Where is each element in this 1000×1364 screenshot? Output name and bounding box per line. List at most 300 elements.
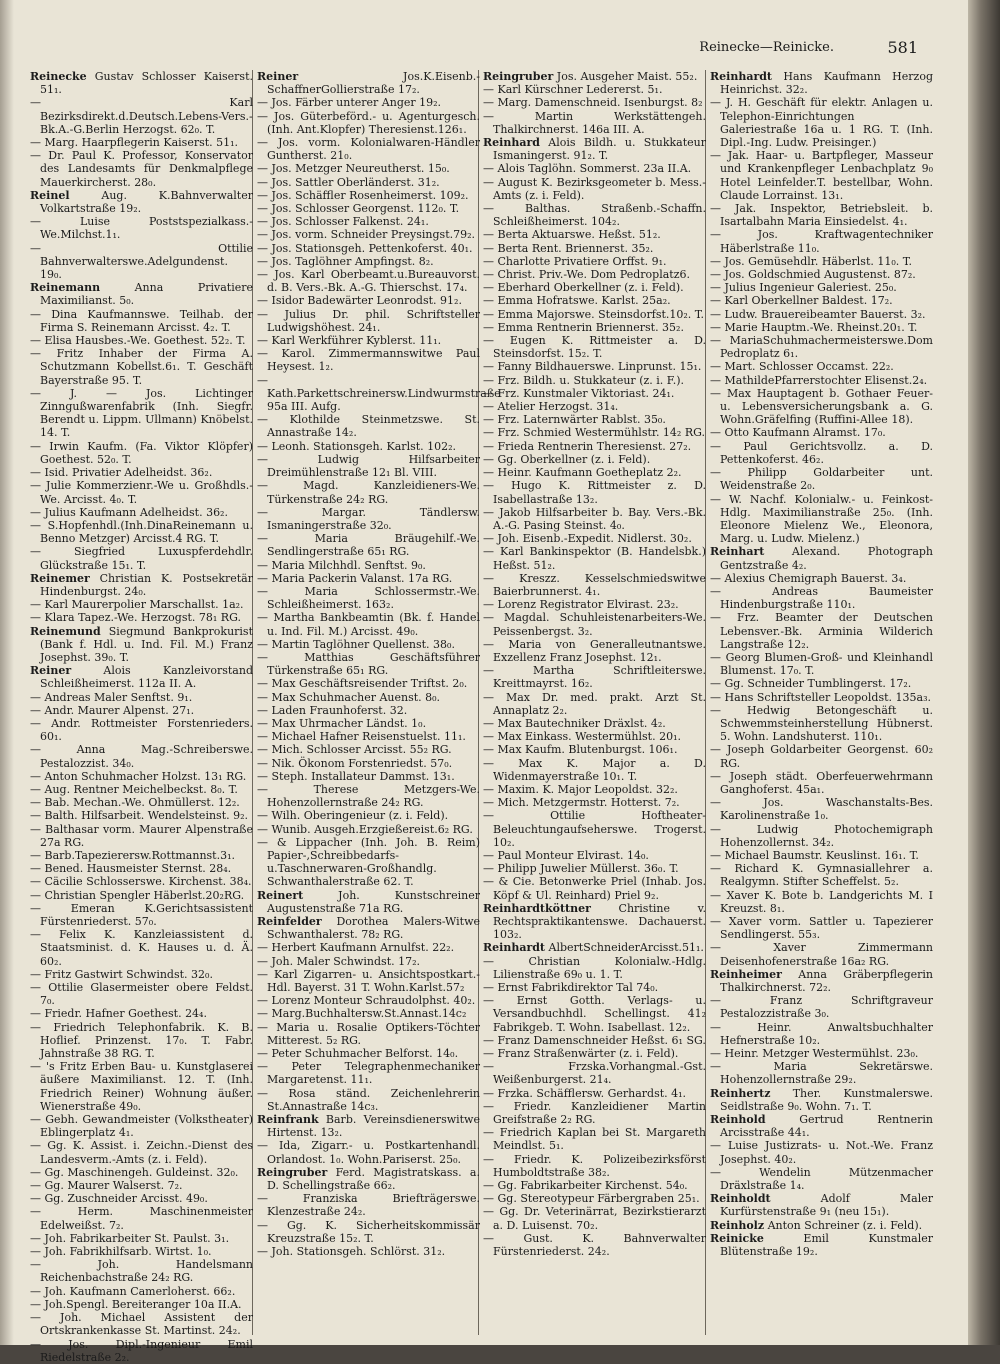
entry-text: — Anton Schuhmacher Holzst. 13₁ RG. (30, 769, 247, 783)
entry-text: — Joh. Michael Assistent der Ortskrankenkasse St. Martinst. 24₂. (30, 1311, 253, 1338)
entry-text: — Luise Justizrats- u. Not.-We. Franz Josephst. 40₂. (710, 1139, 933, 1166)
directory-entry (710, 889, 933, 915)
entry-text: — Bab. Mechan.-We. Ohmüllerst. 12₂. (30, 796, 240, 810)
entry-text: — Max Dr. med. prakt. Arzt St. Annaplatz 2₂. (483, 690, 706, 717)
entry-text: — Kath.Parkettschreinersw.Lindwurmstraße 95a III. Aufg. (257, 373, 501, 414)
directory-entry (483, 360, 706, 373)
directory-entry (483, 1232, 706, 1258)
entry-text: — Hans Schriftsteller Leopoldst. 135a₃. (710, 690, 931, 704)
entry-text: — Steph. Installateur Dammst. 13₁. (257, 769, 455, 783)
directory-entry (257, 228, 480, 241)
directory-entry (257, 651, 480, 677)
directory-entry (710, 1087, 933, 1113)
entry-text: — Felix K. Kanzleiassistent d. Staatsminist. d. K. Hauses u. d. Ä. 60₂. (30, 928, 253, 968)
directory-entry (483, 70, 706, 83)
directory-entry (257, 440, 480, 453)
entry-text: — Max Einkass. Westermühlst. 20₁. (483, 730, 681, 744)
directory-entry (483, 110, 706, 136)
entry-text: — Lorenz Registrator Elvirast. 23₂. (483, 598, 679, 612)
directory-entry (710, 1139, 933, 1165)
directory-entry (30, 796, 253, 809)
directory-entry (30, 545, 253, 571)
entry-text: — Marg. Damenschneid. Isenburgst. 8₂ (483, 96, 703, 110)
surname: Reinhard (483, 136, 540, 150)
directory-entry (710, 915, 933, 941)
entry-text: — Joh. Eisenb.-Expedit. Nidlerst. 30₂. (483, 532, 692, 546)
column-2 (257, 70, 501, 1335)
surname: Reingruber (483, 70, 554, 83)
directory-entry (257, 413, 480, 439)
directory-entry (483, 1153, 706, 1179)
directory-entry (30, 1021, 253, 1061)
directory-entry (257, 294, 480, 307)
entry-text: — Philipp Juwelier Müllerst. 36₀. T. (483, 862, 679, 876)
directory-entry (257, 96, 480, 109)
directory-entry (257, 572, 480, 585)
column-1 (30, 70, 253, 1364)
entry-text: Emil Kunstmaler Blütenstraße 19₂. (720, 1231, 933, 1259)
entry-text: — Jos. Schäffler Rosenheimerst. 109₂. (257, 188, 469, 202)
entry-text: — Mich. Schlosser Arcisst. 55₂ RG. (257, 743, 452, 757)
entry-text: — MathildePfarrerstochter Elisenst.2₄. (710, 373, 928, 387)
entry-text: — Jos. Schlosser Falkenst. 24₁. (257, 215, 429, 229)
entry-text: — Emma Rentnerin Briennerst. 35₂. (483, 320, 684, 334)
entry-text: — Julie Kommerzienr.-We u. Großhdls.-We. Arcisst. 4₀. T. (30, 479, 253, 506)
entry-text: — Aug. Rentner Meichelbeckst. 8₀. T. (30, 782, 238, 796)
surname: Reinheimer (710, 967, 782, 981)
entry-text: — Jos. vorm. Schneider Preysingst.79₂. (257, 228, 476, 242)
entry-text: — Gg. K. Sicherheitskommissär Kreuzstraße 15₂. T. (257, 1218, 480, 1245)
entry-text: — Martha Bankbeamtin (Bk. f. Handel u. Ind. Fil. M.) Arcisst. 49₀. (257, 611, 480, 638)
surname: Reinemann (30, 281, 101, 295)
directory-entry (710, 572, 933, 585)
entry-text: — Balthas. Straßenb.-Schaffn. Schleißheimerst. 104₂. (483, 202, 706, 229)
entry-text: — Barb.Tapezierersw.Rottmannst.3₁. (30, 848, 235, 862)
directory-entry (257, 334, 480, 347)
directory-entry (710, 493, 933, 546)
directory-entry (483, 717, 706, 730)
entry-text: — Gust. K. Bahnverwalter Fürstenriederst. 24₂. (483, 1231, 706, 1259)
directory-entry (710, 360, 933, 373)
entry-text: — Balthasar vorm. Maurer Alpenstraße 27a RG. (30, 822, 253, 849)
entry-text: — Frzska.Vorhangmal.-Gst. Weißenburgerst. 21₄. (483, 1060, 706, 1087)
entry-text: — Friedrich Telephonfabrik. K. B. Hoflief. Prinzenst. 17₀. T. Fabr. Jahnstraße 38 RG. T. (30, 1020, 253, 1061)
entry-text: — & Lippacher (Inh. Joh. B. Reim) Papier-,Schreibbedarfs-u.Taschnerwaren-Großhandlg. Schwanthalerstraße 62. T. (257, 835, 480, 889)
surname: Reiner (257, 70, 299, 83)
directory-entry (257, 110, 480, 136)
entry-text: — Peter Telegraphenmechaniker Margaretenst. 11₁. (257, 1060, 480, 1087)
directory-entry (257, 242, 480, 255)
directory-entry (483, 96, 706, 109)
directory-entry (30, 215, 253, 241)
directory-entry (30, 862, 253, 875)
directory-entry (30, 902, 253, 928)
entry-text: — Richard K. Gymnasiallehrer a. Realgymn. Stifter Scheffelst. 5₂. (710, 862, 933, 889)
entry-text: — Friedr. Kanzleidiener Martin Greifstraße 2₂ RG. (483, 1099, 706, 1127)
surname: Reinhertz (710, 1086, 771, 1100)
directory-entry (483, 994, 706, 1034)
entry-text: Ther. Kunstmalerswe. Seidlstraße 9₀. Wohn. 7₁. T. (720, 1086, 933, 1113)
directory-entry (257, 783, 480, 809)
entry-text: Dorothea Malers-Witwe Schwanthalerst. 78₂ RG. (267, 915, 480, 942)
entry-text: — Jos. Waschanstalts-Bes. Karolinenstraße 1₀. (710, 796, 933, 823)
entry-text: Anna Privatiere Maximilianst. 5₀. (40, 281, 253, 308)
directory-entry (30, 783, 253, 796)
directory-entry (257, 1021, 480, 1047)
entry-text: — Kreszz. Kesselschmiedswitwe Baierbrunnerst. 4₁. (483, 571, 706, 598)
directory-entry (257, 268, 480, 294)
directory-entry (483, 268, 706, 281)
directory-entry (257, 889, 480, 915)
entry-text: — Joh. Handelsmann Reichenbachstraße 24₂ RG. (30, 1258, 253, 1285)
directory-entry (257, 704, 480, 717)
directory-entry (483, 691, 706, 717)
entry-text: — Otto Kaufmann Alramst. 17₀. (710, 426, 886, 440)
entry-text: — Marie Hauptm.-We. Rheinst.20₁. T. (710, 320, 918, 334)
directory-entry (257, 189, 480, 202)
entry-text: Jos. Ausgeher Maist. 55₂. (553, 70, 698, 83)
entry-text: — Emeran K.Gerichtsassistent Fürstenriederst. 57₀. (30, 901, 253, 928)
directory-entry (710, 228, 933, 254)
directory-entry (710, 677, 933, 690)
entry-text: — Michael Hafner Reisenstuelst. 11₁. (257, 730, 466, 744)
directory-entry (30, 1205, 253, 1231)
entry-text: — Ludwig Hilfsarbeiter Dreimühlenstraße 12₁ Bl. VIII. (257, 452, 480, 480)
entry-text: — Jos. Dipl.-Ingenieur Emil Riedelstraße 2₂. (30, 1337, 253, 1364)
directory-entry (710, 334, 933, 360)
directory-entry (30, 308, 253, 334)
surname: Reinemund (30, 624, 101, 638)
entry-text: — Elisa Hausbes.-We. Goethest. 52₂. T. (30, 334, 246, 348)
directory-entry (710, 440, 933, 466)
entry-text: — Jos. vorm. Kolonialwaren-Händler Guntherst. 21₀. (257, 136, 480, 163)
entry-text: — Andr. Maurer Alpenst. 27₁. (30, 703, 195, 717)
directory-entry (257, 770, 480, 783)
entry-text: — Franz Schriftgraveur Pestalozzistraße 3₀. (710, 994, 933, 1021)
directory-entry (257, 638, 480, 651)
directory-entry (257, 677, 480, 690)
entry-text: — Andreas Maler Senftst. 9₁. (30, 690, 193, 704)
entry-text: — Magdal. Schuhleistenarbeiters-We. Peissenbergst. 3₂. (483, 611, 706, 638)
directory-entry (710, 545, 933, 571)
directory-entry (30, 1311, 253, 1337)
directory-entry (483, 730, 706, 743)
entry-text: — Herbert Kaufmann Arnulfst. 22₂. (257, 941, 455, 955)
entry-text: — Jos. Stationsgeh. Pettenkoferst. 40₁. (257, 241, 473, 255)
directory-entry (30, 1285, 253, 1298)
directory-entry (483, 176, 706, 202)
directory-entry (483, 875, 706, 901)
directory-entry (30, 347, 253, 387)
directory-entry (30, 809, 253, 822)
entry-text: — Karl Oberkellner Baldest. 17₂. (710, 294, 893, 308)
entry-text: — Nik. Ökonom Forstenriedst. 57₀. (257, 756, 453, 770)
directory-entry (257, 941, 480, 954)
entry-text: — Maria Schlossermstr.-We. Schleißheimerst. 163₂. (257, 584, 480, 612)
entry-text: — Karl Zigarren- u. Ansichtspostkart.-Hdl. Bayerst. 31 T. Wohn.Karlst.57₂ (257, 967, 480, 995)
directory-entry (257, 70, 480, 96)
entry-text: — Jos. Güterbeförd.- u. Agenturgesch. (Inh. Ant.Klopfer) Theresienst.126₁. (257, 109, 480, 136)
entry-text: — Joh. Stationsgeh. Schlörst. 31₂. (257, 1245, 446, 1259)
directory-entry (710, 321, 933, 334)
entry-text: — Anna Mag.-Schreiberswe. Pestalozzist. 34₀. (30, 743, 253, 770)
directory-entry (257, 585, 480, 611)
entry-text: — Klothilde Steinmetzswe. St. Annastraße 14₂. (257, 413, 480, 440)
entry-text: — Berta Aktuarswe. Heßst. 51₂. (483, 228, 661, 242)
directory-entry (483, 202, 706, 228)
entry-text: — Peter Schuhmacher Belforst. 14₀. (257, 1047, 459, 1061)
entry-text: — Gg. Maschinengeh. Guldeinst. 32₀. (30, 1165, 239, 1179)
entry-text: — Leonh. Stationsgeh. Karlst. 102₂. (257, 439, 457, 453)
entry-text: — Gg. Schneider Tumblingerst. 17₂. (710, 677, 912, 691)
directory-entry (483, 1087, 706, 1100)
entry-text: — Berta Rent. Briennerst. 35₂. (483, 241, 654, 255)
entry-text: — Alois Taglöhn. Sommerst. 23a II.A. (483, 162, 692, 176)
directory-entry (257, 1113, 480, 1139)
entry-text: — Martin Werkstättengeh. Thalkirchnerst. 146a III. A. (483, 109, 706, 136)
entry-text: — Jos. Goldschmied Augustenst. 87₂. (710, 268, 916, 282)
entry-text: — Joh. Kaufmann Camerloherst. 66₂. (30, 1284, 236, 1298)
directory-entry (483, 545, 706, 571)
entry-text: — Alexius Chemigraph Bauerst. 3₄. (710, 571, 907, 585)
entry-text: — Jakob Hilfsarbeiter b. Bay. Vers.-Bk. A.-G. Pasing Steinst. 4₀. (483, 505, 706, 532)
directory-entry (483, 1100, 706, 1126)
entry-text: — Max Bautechniker Dräxlst. 4₂. (483, 716, 666, 730)
entry-text: — Ottilie Hoftheater-Beleuchtungaufseherswe. Trogerst. 10₂. (483, 809, 706, 849)
column-4 (710, 70, 933, 1335)
entry-text: — Maxim. K. Major Leopoldst. 32₂. (483, 782, 678, 796)
running-head: Reinecke—Reinicke. (699, 40, 834, 55)
directory-entry (30, 1113, 253, 1139)
entry-text: — Julius Kaufmann Adelheidst. 36₂. (30, 505, 228, 519)
directory-entry (257, 308, 480, 334)
page-edge (968, 0, 1000, 1345)
directory-entry (257, 691, 480, 704)
entry-text: — Siegfried Luxuspferdehdlr. Glückstraße 15₁. T. (30, 545, 253, 572)
surname: Reinfrank (257, 1113, 319, 1127)
directory-entry (257, 559, 480, 572)
directory-entry (30, 136, 253, 149)
directory-entry (483, 849, 706, 862)
directory-entry (710, 387, 933, 427)
surname: Reinfelder (257, 915, 322, 928)
directory-entry (483, 281, 706, 294)
entry-text: — W. Nachf. Kolonialw.- u. Feinkost-Hdlg. Maximilianstraße 25₀. (Inh. Eleonore Mielenz We., Eleonora, Marg. u. Ludw. Mielenz.) (710, 492, 933, 546)
entry-text: — Maria Milchhdl. Senftst. 9₀. (257, 558, 426, 572)
directory-entry (257, 1047, 480, 1060)
surname: Reinecke (30, 70, 87, 83)
entry-text: — Heinr. Kaufmann Goetheplatz 2₂. (483, 466, 682, 480)
directory-entry (710, 255, 933, 268)
entry-text: — Ottilie Bahnverwalterswe.Adelgundenst. 19₀. (30, 241, 253, 282)
directory-entry (30, 1298, 253, 1311)
entry-text: — Christian Kolonialw.-Hdlg. Lilienstraße 69₀ u. 1. T. (483, 954, 706, 981)
directory-entry (710, 611, 933, 651)
directory-entry (257, 915, 480, 941)
directory-entry (710, 796, 933, 822)
directory-entry (30, 1007, 253, 1020)
directory-entry (257, 176, 480, 189)
entry-text: — Maria u. Rosalie Optikers-Töchter Mitterest. 5₂ RG. (257, 1020, 480, 1047)
directory-entry (30, 1060, 253, 1113)
directory-entry (483, 506, 706, 532)
entry-text: — Emma Majorswe. Steinsdorfst.10₂. T. (483, 307, 705, 321)
surname: Reinholz (710, 1218, 765, 1232)
entry-text: — Dina Kaufmannswe. Teilhab. der Firma S. Reinemann Arcisst. 4₂. T. (30, 307, 253, 334)
directory-entry (257, 1192, 480, 1218)
directory-entry (257, 1139, 480, 1165)
directory-entry (30, 519, 253, 545)
directory-entry (483, 294, 706, 307)
entry-text: — Lorenz Monteur Schraudolphst. 40₂. (257, 994, 476, 1008)
directory-entry (30, 1192, 253, 1205)
entry-text: — Xaver K. Bote b. Landgerichts M. I Kreuzst. 8₁. (710, 888, 933, 915)
entry-text: — Gg. Fabrikarbeiter Kirchenst. 54₀. (483, 1179, 688, 1193)
surname: Reinert (257, 888, 304, 902)
entry-text: — Julius Dr. phil. Schriftsteller Ludwigshöhest. 24₁. (257, 307, 480, 334)
directory-entry (710, 308, 933, 321)
entry-text: AlbertSchneiderArcisst.51₁. (545, 941, 704, 955)
entry-text: — Margar. Tändlersw. Ismaningerstraße 32₀. (257, 505, 480, 532)
directory-entry (483, 572, 706, 598)
entry-text: — Philipp Goldarbeiter unt. Weidenstraße 2₀. (710, 466, 933, 493)
entry-text: — Jos. Färber unterer Anger 19₂. (257, 96, 442, 110)
entry-text: — Klara Tapez.-We. Herzogst. 78₁ RG. (30, 611, 241, 625)
entry-text: — Atelier Herzogst. 31₄. (483, 400, 619, 414)
entry-text: — Gg. Oberkellner (z. i. Feld). (483, 452, 651, 466)
entry-text: — Luise Poststspezialkass.-We.Milchst.1₁. (30, 215, 253, 242)
directory-entry (30, 704, 253, 717)
directory-entry (257, 1087, 480, 1113)
directory-entry (30, 96, 253, 136)
entry-text: — Emma Hofratswe. Karlst. 25a₂. (483, 294, 671, 308)
directory-entry (710, 994, 933, 1020)
entry-text: — Isid. Privatier Adelheidst. 36₂. (30, 466, 213, 480)
entry-text: — Jos. Kraftwagentechniker Häberlstraße 11₀. (710, 228, 933, 255)
entry-text: — Mich. Metzgermstr. Hotterst. 7₂. (483, 796, 680, 810)
entry-text: — Gg. Zuschneider Arcisst. 49₀. (30, 1192, 208, 1206)
directory-entry (30, 770, 253, 783)
entry-text: — Xaver Zimmermann Deisenhofenerstraße 16a₂ RG. (710, 941, 933, 968)
entry-text: — Fritz Gastwirt Schwindst. 32₀. (30, 967, 213, 981)
entry-text: — Joseph Goldarbeiter Georgenst. 60₂ RG. (710, 743, 933, 770)
entry-text: Alois Bildh. u. Stukkateur Ismaningerst. 91₂. T. (493, 136, 706, 163)
directory-entry (483, 242, 706, 255)
directory-entry (483, 1034, 706, 1047)
entry-text: — Karl Bezirksdirekt.d.Deutsch.Lebens-Vers.-Bk.A.-G.Berlin Herzogst. 62₀. T. (30, 96, 253, 136)
entry-text: — Martha Schriftleiterswe. Kreittmayrst. 16₂. (483, 664, 706, 691)
directory-entry (30, 281, 253, 307)
entry-text: — Jos. Schlosser Georgenst. 112₀. T. (257, 202, 460, 216)
directory-entry (257, 968, 480, 994)
entry-text: Anna Gräberpflegerin Thalkirchnerst. 72₂. (720, 967, 933, 995)
directory-entry (710, 941, 933, 967)
entry-text: — Herm. Maschinenmeister Edelweißst. 7₂. (30, 1205, 253, 1232)
entry-text: — Xaver vorm. Sattler u. Tapezierer Sendlingerst. 55₃. (710, 915, 933, 942)
entry-text: — Friedr. K. Polizeibezirksförst Humboldtstraße 38₂. (483, 1152, 706, 1179)
directory-entry (257, 823, 480, 836)
entry-text: — Charlotte Privatiere Orffst. 9₁. (483, 254, 667, 268)
entry-text: — S.Hopfenhdl.(Inh.DinaReinemann u. Benno Metzger) Arcisst.4 RG. T. (30, 518, 253, 546)
directory-entry (30, 1232, 253, 1245)
directory-entry (257, 373, 501, 414)
entry-text: — Jos. Metzger Neureutherst. 15₀. (257, 162, 450, 176)
directory-entry (710, 374, 933, 387)
directory-entry (30, 572, 253, 598)
directory-entry (257, 1060, 480, 1086)
directory-entry (710, 743, 933, 769)
directory-entry (710, 426, 933, 439)
directory-entry (257, 743, 480, 756)
entry-text: Alexand. Photograph Gentzstraße 4₂. (720, 545, 933, 572)
directory-entry (483, 321, 706, 334)
directory-entry (30, 440, 253, 466)
directory-entry (30, 981, 253, 1007)
entry-text: — Joseph städt. Oberfeuerwehrmann Ganghoferst. 45a₁. (710, 769, 933, 796)
entry-text: — Gg. Maurer Walserst. 7₂. (30, 1179, 183, 1193)
entry-text: — Gg. K. Assist. i. Zeichn.-Dienst des Landesverm.-Amts (z. i. Feld). (30, 1139, 253, 1166)
directory-entry (257, 1007, 480, 1020)
directory-entry (30, 479, 253, 505)
entry-text: — Julius Ingenieur Galeriest. 25₀. (710, 281, 897, 295)
entry-text: Aug. K.Bahnverwalter Volkartstraße 19₂. (40, 188, 253, 216)
surname: Reinicke (710, 1231, 764, 1245)
entry-text: Gustav Schlosser Kaiserst. 51₁. (40, 70, 253, 97)
directory-entry (30, 889, 253, 902)
directory-entry (257, 255, 480, 268)
entry-text: — Bened. Hausmeister Sternst. 28₄. (30, 862, 232, 876)
entry-text: — Fritz Inhaber der Firma A. Schutzmann Kobellst.6₁. T. Geschäft Bayerstraße 95. T. (30, 347, 253, 387)
entry-text: — Ludw. Brauereibeamter Bauerst. 3₂. (710, 307, 926, 321)
entry-text: — Paul Gerichtsvollz. a. D. Pettenkoferst. 46₂. (710, 439, 933, 466)
directory-entry (30, 1258, 253, 1284)
directory-entry (483, 532, 706, 545)
directory-entry (483, 862, 706, 875)
entry-text: — Ernst Gotth. Verlags- u. Versandbuchhdl. Schellingst. 41₂ Fabrikgeb. T. Wohn. Isabellast. 12₂. (483, 994, 706, 1034)
entry-text: — Max Hauptagent b. Gothaer Feuer- u. Lebensversicherungsbank a. G. Wohn.Gräfelfing (Ruffini-Allee 18). (710, 386, 933, 427)
entry-text: — Christ. Priv.-We. Dom Pedroplatz6. (483, 268, 690, 282)
directory-entry (710, 585, 933, 611)
directory-entry (483, 743, 706, 756)
entry-text: — Max Uhrmacher Ländst. 1₀. (257, 716, 427, 730)
directory-entry (30, 849, 253, 862)
entry-text: Anton Schreiner (z. i. Feld). (764, 1218, 923, 1232)
directory-entry (710, 770, 933, 796)
directory-entry (483, 162, 706, 175)
entry-text: Alois Kanzleivorstand Schleißheimerst. 112a II. A. (40, 664, 253, 691)
surname: Reinholdt (710, 1192, 771, 1206)
directory-entry (257, 836, 480, 889)
directory-entry (483, 466, 706, 479)
directory-entry (257, 532, 480, 558)
directory-entry (30, 691, 253, 704)
entry-text: — Heinr. Anwaltsbuchhalter Hefnerstraße 10₂. (710, 1020, 933, 1047)
directory-entry (30, 664, 253, 690)
entry-text: Christine v. Rechtspraktikantenswe. Dachauerst. 103₂. (493, 901, 706, 942)
directory-entry (483, 400, 706, 413)
directory-entry (710, 1047, 933, 1060)
entry-text: — Georg Blumen-Groß- und Kleinhandl Blumenst. 17₀. T. (710, 650, 933, 678)
entry-text: — Wunib. Ausgeh.Erzgießereist.6₂ RG. (257, 822, 473, 836)
entry-text: — Joh. Fabrikhilfsarb. Wirtst. 1₀. (30, 1245, 212, 1259)
directory-entry (257, 215, 480, 228)
directory-entry (710, 202, 933, 228)
entry-text: — Marg.Buchhaltersw.St.Annast.14c₂ (257, 1007, 467, 1021)
directory-entry (30, 928, 253, 968)
directory-entry (30, 334, 253, 347)
directory-entry (257, 506, 480, 532)
directory-entry (710, 1166, 933, 1192)
